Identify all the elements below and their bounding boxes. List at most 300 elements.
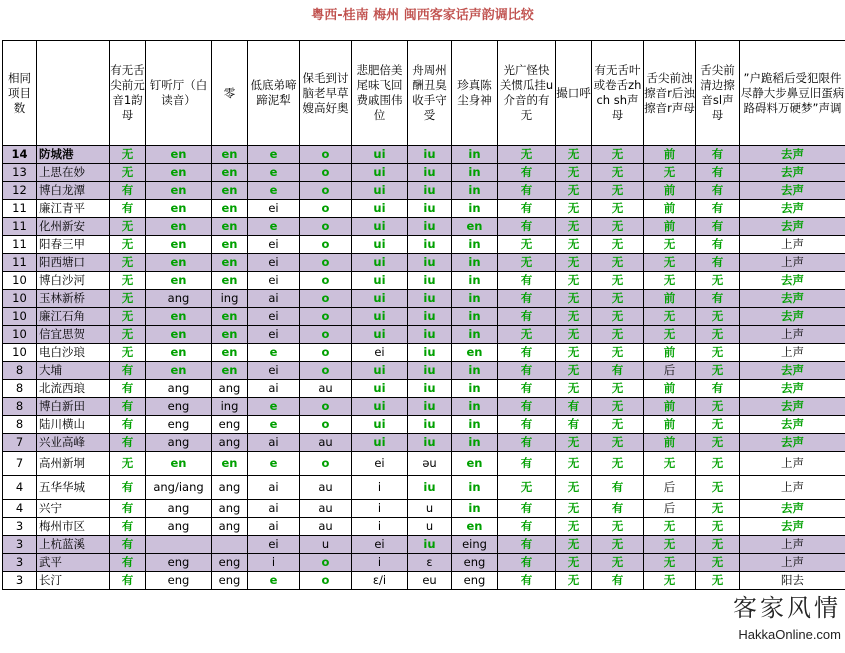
table-cell: 无 bbox=[696, 416, 740, 434]
table-cell: 无 bbox=[110, 236, 146, 254]
count-cell: 13 bbox=[3, 164, 37, 182]
table-cell: in bbox=[452, 254, 498, 272]
table-row bbox=[3, 398, 845, 416]
table-cell: au bbox=[300, 380, 352, 398]
table-cell: 有 bbox=[498, 164, 556, 182]
table-cell: 上声 bbox=[740, 476, 845, 500]
table-cell: 有 bbox=[696, 182, 740, 200]
table-cell: 无 bbox=[110, 308, 146, 326]
table-cell: 无 bbox=[556, 326, 592, 344]
table-cell: 有 bbox=[110, 500, 146, 518]
table-cell: 有 bbox=[498, 290, 556, 308]
table-cell: i bbox=[352, 476, 408, 500]
table-cell: 有 bbox=[556, 398, 592, 416]
location-cell: 廉江青平 bbox=[37, 200, 110, 218]
table-row bbox=[3, 572, 845, 590]
table-cell: 无 bbox=[556, 164, 592, 182]
table-cell: o bbox=[300, 344, 352, 362]
table-cell: 无 bbox=[556, 500, 592, 518]
table-row bbox=[3, 182, 845, 200]
column-header-8: 舟周州酬丑臭收手守受 bbox=[408, 41, 452, 146]
table-cell: ing bbox=[212, 290, 248, 308]
table-row bbox=[3, 218, 845, 236]
table-cell: ui bbox=[352, 362, 408, 380]
table-cell: o bbox=[300, 308, 352, 326]
location-cell: 上思在妙 bbox=[37, 164, 110, 182]
table-cell: 有 bbox=[592, 362, 644, 380]
table-cell: 前 bbox=[644, 344, 696, 362]
table-row bbox=[3, 146, 845, 164]
table-cell: in bbox=[452, 362, 498, 380]
location-cell: 五华华城 bbox=[37, 476, 110, 500]
table-cell: 有 bbox=[110, 518, 146, 536]
table-cell: i bbox=[352, 554, 408, 572]
table-cell: ui bbox=[352, 434, 408, 452]
table-cell: iu bbox=[408, 476, 452, 500]
table-cell: 无 bbox=[696, 518, 740, 536]
table-cell: 无 bbox=[644, 572, 696, 590]
table-cell: 无 bbox=[592, 398, 644, 416]
table-cell: 无 bbox=[556, 518, 592, 536]
table-cell: 前 bbox=[644, 398, 696, 416]
table-cell: iu bbox=[408, 290, 452, 308]
table-cell: 有 bbox=[498, 218, 556, 236]
table-cell: 无 bbox=[696, 362, 740, 380]
table-cell: 无 bbox=[696, 452, 740, 476]
table-cell: 无 bbox=[592, 308, 644, 326]
table-cell: 后 bbox=[644, 500, 696, 518]
table-row bbox=[3, 200, 845, 218]
table-cell: ei bbox=[352, 536, 408, 554]
table-cell: 无 bbox=[592, 326, 644, 344]
table-cell: o bbox=[300, 182, 352, 200]
table-cell: ei bbox=[352, 452, 408, 476]
table-cell: 无 bbox=[696, 344, 740, 362]
table-cell: 有 bbox=[498, 572, 556, 590]
table-cell: au bbox=[300, 518, 352, 536]
table-cell: 有 bbox=[110, 536, 146, 554]
location-cell: 北流西琅 bbox=[37, 380, 110, 398]
table-cell: en bbox=[212, 362, 248, 380]
table-cell: en bbox=[146, 182, 212, 200]
column-header-6: 保毛到讨脑老早草嫂高好奥 bbox=[300, 41, 352, 146]
table-cell: 有 bbox=[696, 164, 740, 182]
table-cell: 无 bbox=[110, 272, 146, 290]
table-cell: 有 bbox=[696, 290, 740, 308]
table-cell: 无 bbox=[498, 476, 556, 500]
table-cell: u bbox=[300, 536, 352, 554]
table-cell: ei bbox=[248, 362, 300, 380]
table-cell: en bbox=[452, 518, 498, 536]
table-cell: ui bbox=[352, 416, 408, 434]
table-cell: 无 bbox=[110, 344, 146, 362]
table-cell: iu bbox=[408, 272, 452, 290]
table-cell: ui bbox=[352, 380, 408, 398]
table-cell: o bbox=[300, 290, 352, 308]
table-cell: 无 bbox=[696, 398, 740, 416]
table-cell: 前 bbox=[644, 290, 696, 308]
table-cell: ang bbox=[146, 434, 212, 452]
watermark-url: HakkaOnline.com bbox=[738, 627, 841, 642]
table-cell: 无 bbox=[644, 518, 696, 536]
location-cell: 阳春三甲 bbox=[37, 236, 110, 254]
table-cell: 前 bbox=[644, 146, 696, 164]
table-cell: 无 bbox=[592, 434, 644, 452]
table-cell: ui bbox=[352, 146, 408, 164]
count-cell: 10 bbox=[3, 344, 37, 362]
table-cell: 无 bbox=[556, 182, 592, 200]
table-cell: ei bbox=[248, 308, 300, 326]
count-cell: 4 bbox=[3, 476, 37, 500]
table-row bbox=[3, 236, 845, 254]
table-cell: o bbox=[300, 362, 352, 380]
table-cell: 无 bbox=[696, 476, 740, 500]
table-cell: en bbox=[146, 362, 212, 380]
table-cell: iu bbox=[408, 362, 452, 380]
table-cell: 有 bbox=[110, 362, 146, 380]
column-header-7: 悲肥倍美尾味飞回费戚围伟位 bbox=[352, 41, 408, 146]
column-header-3: 钉听厅（白读音） bbox=[146, 41, 212, 146]
table-cell: in bbox=[452, 146, 498, 164]
table-cell: iu bbox=[408, 416, 452, 434]
table-cell: ang bbox=[212, 500, 248, 518]
count-cell: 10 bbox=[3, 326, 37, 344]
watermark bbox=[716, 588, 841, 642]
table-cell: 无 bbox=[696, 308, 740, 326]
count-cell: 10 bbox=[3, 290, 37, 308]
table-cell: o bbox=[300, 272, 352, 290]
table-cell: 后 bbox=[644, 476, 696, 500]
table-row bbox=[3, 164, 845, 182]
table-cell: o bbox=[300, 218, 352, 236]
table-cell: u bbox=[408, 500, 452, 518]
table-cell: eng bbox=[146, 572, 212, 590]
table-cell: 去声 bbox=[740, 182, 845, 200]
table-cell: 有 bbox=[498, 452, 556, 476]
table-cell: eu bbox=[408, 572, 452, 590]
table-cell: e bbox=[248, 572, 300, 590]
table-cell: 去声 bbox=[740, 164, 845, 182]
table-cell: iu bbox=[408, 398, 452, 416]
table-cell: ui bbox=[352, 308, 408, 326]
table-cell: in bbox=[452, 434, 498, 452]
table-cell: o bbox=[300, 326, 352, 344]
table-cell: en bbox=[212, 272, 248, 290]
table-row bbox=[3, 344, 845, 362]
table-cell: iu bbox=[408, 308, 452, 326]
table-row bbox=[3, 272, 845, 290]
table-cell: o bbox=[300, 554, 352, 572]
count-cell: 3 bbox=[3, 518, 37, 536]
table-cell: iu bbox=[408, 200, 452, 218]
table-body bbox=[3, 146, 845, 590]
table-cell: ui bbox=[352, 236, 408, 254]
watermark-logo-text: 客家风情 bbox=[733, 594, 841, 622]
table-cell: en bbox=[146, 344, 212, 362]
table-cell: 无 bbox=[592, 272, 644, 290]
column-header-1 bbox=[37, 41, 110, 146]
table-cell: 无 bbox=[592, 254, 644, 272]
table-cell: ui bbox=[352, 272, 408, 290]
table-cell: 去声 bbox=[740, 416, 845, 434]
table-cell: eng bbox=[146, 398, 212, 416]
table-cell: 无 bbox=[696, 536, 740, 554]
table-cell: 有 bbox=[110, 380, 146, 398]
table-row bbox=[3, 500, 845, 518]
table-cell: 前 bbox=[644, 182, 696, 200]
table-cell: 前 bbox=[644, 200, 696, 218]
table-cell: au bbox=[300, 434, 352, 452]
table-cell: 无 bbox=[556, 200, 592, 218]
table-cell: 无 bbox=[556, 290, 592, 308]
table-cell: 无 bbox=[696, 554, 740, 572]
table-cell: 无 bbox=[110, 290, 146, 308]
table-cell: 有 bbox=[110, 434, 146, 452]
table-cell: iu bbox=[408, 182, 452, 200]
table-cell: 去声 bbox=[740, 380, 845, 398]
table-cell: ui bbox=[352, 290, 408, 308]
table-cell: 无 bbox=[696, 272, 740, 290]
table-cell: 上声 bbox=[740, 326, 845, 344]
table-cell: 无 bbox=[556, 362, 592, 380]
table-row bbox=[3, 290, 845, 308]
table-cell: 无 bbox=[592, 182, 644, 200]
table-cell: 去声 bbox=[740, 500, 845, 518]
table-cell: 有 bbox=[592, 476, 644, 500]
location-cell: 陆川横山 bbox=[37, 416, 110, 434]
table-cell: 无 bbox=[644, 164, 696, 182]
table-cell: in bbox=[452, 164, 498, 182]
table-cell: 上声 bbox=[740, 554, 845, 572]
table-cell: 无 bbox=[556, 536, 592, 554]
location-cell: 阳西塘口 bbox=[37, 254, 110, 272]
table-cell: 去声 bbox=[740, 434, 845, 452]
table-cell: 有 bbox=[498, 416, 556, 434]
table-cell: 无 bbox=[696, 500, 740, 518]
table-cell: 有 bbox=[498, 182, 556, 200]
table-cell: ε/i bbox=[352, 572, 408, 590]
table-cell: i bbox=[248, 554, 300, 572]
table-cell: ui bbox=[352, 218, 408, 236]
table-cell bbox=[212, 536, 248, 554]
table-cell: 去声 bbox=[740, 362, 845, 380]
table-cell: e bbox=[248, 164, 300, 182]
table-cell: en bbox=[212, 254, 248, 272]
table-cell: 无 bbox=[556, 146, 592, 164]
table-cell: 无 bbox=[498, 236, 556, 254]
table-row bbox=[3, 362, 845, 380]
table-cell: eng bbox=[146, 416, 212, 434]
location-cell: 大埔 bbox=[37, 362, 110, 380]
column-header-5: 低底弟啼蹄泥犁 bbox=[248, 41, 300, 146]
table-cell: iu bbox=[408, 164, 452, 182]
table-cell: 有 bbox=[110, 182, 146, 200]
count-cell: 11 bbox=[3, 200, 37, 218]
table-cell: ei bbox=[248, 236, 300, 254]
table-cell: 无 bbox=[592, 380, 644, 398]
table-cell: iu bbox=[408, 218, 452, 236]
table-cell: ui bbox=[352, 326, 408, 344]
table-cell: 无 bbox=[592, 164, 644, 182]
table-cell: o bbox=[300, 398, 352, 416]
table-row bbox=[3, 476, 845, 500]
table-cell: ang bbox=[146, 518, 212, 536]
table-cell: 有 bbox=[696, 200, 740, 218]
column-header-11: 撮口呼 bbox=[556, 41, 592, 146]
count-cell: 8 bbox=[3, 380, 37, 398]
count-cell: 11 bbox=[3, 236, 37, 254]
table-cell: 有 bbox=[592, 500, 644, 518]
table-cell: 无 bbox=[696, 572, 740, 590]
table-cell: 无 bbox=[696, 434, 740, 452]
table-cell bbox=[146, 536, 212, 554]
count-cell: 3 bbox=[3, 572, 37, 590]
table-cell: 无 bbox=[644, 452, 696, 476]
location-cell: 梅州市区 bbox=[37, 518, 110, 536]
table-cell: in bbox=[452, 200, 498, 218]
table-cell: 无 bbox=[644, 236, 696, 254]
table-cell: en bbox=[212, 452, 248, 476]
table-cell: 无 bbox=[696, 326, 740, 344]
table-row bbox=[3, 380, 845, 398]
table-cell: 无 bbox=[556, 272, 592, 290]
table-row bbox=[3, 308, 845, 326]
table-cell: 阳去 bbox=[740, 572, 845, 590]
table-cell: 有 bbox=[696, 146, 740, 164]
count-cell: 3 bbox=[3, 536, 37, 554]
table-cell: 无 bbox=[556, 572, 592, 590]
table-cell: ang bbox=[212, 476, 248, 500]
table-cell: en bbox=[212, 218, 248, 236]
table-cell: 无 bbox=[556, 554, 592, 572]
table-cell: 有 bbox=[498, 554, 556, 572]
table-cell: 上声 bbox=[740, 536, 845, 554]
table-cell: en bbox=[146, 164, 212, 182]
table-cell: 无 bbox=[556, 218, 592, 236]
table-cell: 去声 bbox=[740, 146, 845, 164]
count-cell: 11 bbox=[3, 254, 37, 272]
table-cell: iu bbox=[408, 434, 452, 452]
table-cell: o bbox=[300, 572, 352, 590]
table-cell: ei bbox=[352, 344, 408, 362]
table-cell: o bbox=[300, 452, 352, 476]
table-cell: 上声 bbox=[740, 236, 845, 254]
table-cell: ai bbox=[248, 380, 300, 398]
table-cell: 无 bbox=[592, 236, 644, 254]
table-cell: i bbox=[352, 500, 408, 518]
table-cell: in bbox=[452, 326, 498, 344]
location-cell: 武平 bbox=[37, 554, 110, 572]
table-cell: o bbox=[300, 416, 352, 434]
table-cell: 无 bbox=[498, 326, 556, 344]
table-cell: en bbox=[146, 452, 212, 476]
table-cell: o bbox=[300, 236, 352, 254]
count-cell: 4 bbox=[3, 500, 37, 518]
table-cell: en bbox=[452, 452, 498, 476]
count-cell: 12 bbox=[3, 182, 37, 200]
table-cell: 去声 bbox=[740, 398, 845, 416]
table-cell: ai bbox=[248, 476, 300, 500]
table-cell: 有 bbox=[110, 476, 146, 500]
table-cell: 无 bbox=[644, 554, 696, 572]
table-cell: ang bbox=[146, 290, 212, 308]
table-cell: en bbox=[146, 236, 212, 254]
table-cell: ang bbox=[212, 380, 248, 398]
table-cell: in bbox=[452, 236, 498, 254]
table-cell: i bbox=[352, 518, 408, 536]
table-cell: 去声 bbox=[740, 290, 845, 308]
table-cell: en bbox=[212, 164, 248, 182]
table-cell: 无 bbox=[556, 254, 592, 272]
table-cell: ang/iang bbox=[146, 476, 212, 500]
table-cell: iu bbox=[408, 236, 452, 254]
table-cell: 有 bbox=[696, 254, 740, 272]
table-cell: 有 bbox=[498, 272, 556, 290]
count-cell: 8 bbox=[3, 398, 37, 416]
table-cell: iu bbox=[408, 146, 452, 164]
table-cell: eng bbox=[452, 554, 498, 572]
column-header-10: 光广怪快关惯瓜挂u介音的有无 bbox=[498, 41, 556, 146]
table-cell: ei bbox=[248, 536, 300, 554]
table-cell: en bbox=[146, 308, 212, 326]
table-cell: e bbox=[248, 398, 300, 416]
table-cell: e bbox=[248, 182, 300, 200]
count-cell: 7 bbox=[3, 434, 37, 452]
location-cell: 上杭蓝溪 bbox=[37, 536, 110, 554]
table-row bbox=[3, 452, 845, 476]
count-cell: 8 bbox=[3, 362, 37, 380]
location-cell: 博白沙河 bbox=[37, 272, 110, 290]
table-cell: 有 bbox=[498, 500, 556, 518]
table-cell: 有 bbox=[498, 200, 556, 218]
column-header-15: ”户跪稻后受犯限件尽静大步鼻豆旧蛋病路碍料万硬梦”声调 bbox=[740, 41, 845, 146]
table-cell: ai bbox=[248, 500, 300, 518]
table-row bbox=[3, 326, 845, 344]
table-cell: en bbox=[212, 146, 248, 164]
table-cell: eng bbox=[212, 416, 248, 434]
location-cell: 博白龙潭 bbox=[37, 182, 110, 200]
table-cell: en bbox=[146, 326, 212, 344]
table-cell: 无 bbox=[556, 476, 592, 500]
location-cell: 长汀 bbox=[37, 572, 110, 590]
column-header-2: 有无舌尖前元音1韵母 bbox=[110, 41, 146, 146]
table-cell: in bbox=[452, 182, 498, 200]
table-cell: e bbox=[248, 146, 300, 164]
table-cell: o bbox=[300, 146, 352, 164]
location-cell: 防城港 bbox=[37, 146, 110, 164]
table-cell: 后 bbox=[644, 362, 696, 380]
table-cell: 无 bbox=[592, 416, 644, 434]
table-cell: 有 bbox=[696, 236, 740, 254]
table-cell: 有 bbox=[498, 518, 556, 536]
table-row bbox=[3, 434, 845, 452]
table-cell: 无 bbox=[644, 272, 696, 290]
table-cell: 无 bbox=[592, 518, 644, 536]
table-cell: 无 bbox=[556, 380, 592, 398]
table-cell: eing bbox=[452, 536, 498, 554]
table-cell: 无 bbox=[556, 308, 592, 326]
table-cell: o bbox=[300, 254, 352, 272]
table-cell: 前 bbox=[644, 380, 696, 398]
count-cell: 14 bbox=[3, 146, 37, 164]
table-cell: 有 bbox=[498, 434, 556, 452]
table-cell: ang bbox=[146, 380, 212, 398]
count-cell: 8 bbox=[3, 416, 37, 434]
table-cell: 无 bbox=[110, 146, 146, 164]
table-cell: en bbox=[452, 344, 498, 362]
count-cell: 10 bbox=[3, 272, 37, 290]
table-cell: 有 bbox=[556, 416, 592, 434]
